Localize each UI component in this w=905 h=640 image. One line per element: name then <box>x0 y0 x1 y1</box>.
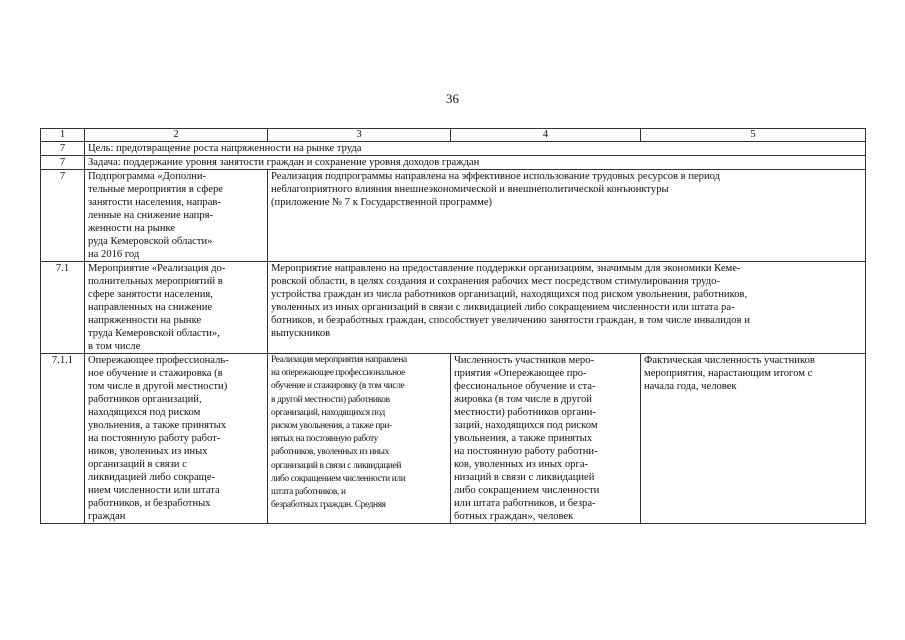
task-row <box>41 156 866 170</box>
page-number: 36 <box>446 91 459 106</box>
submeasure-indicator: Численность участников меро- приятия «Опережающее про- фессиональное обучение и ста- жировка (в том числе в другой местности) работников органи- заций, находящихся под риском увольнения, а также принятых на постоянную работу работни- ков, уволенных из иных орга- низаций в связи с ликвидацией либо сокращением численности или штата работников, и безра- ботных граждан», человек <box>451 354 641 524</box>
subprogram-number: 7 <box>41 170 85 262</box>
header-cell-3: 3 <box>268 129 451 142</box>
subprogram-row <box>41 170 866 262</box>
program-table <box>40 128 866 524</box>
submeasure-name: Опережающее профессиональ- ное обучение и стажировка (в том числе в другой местности) работников организаций, находящихся под риском увольнения, а также принятых на постоянную работу работ- ников, уволенных из иных организаций в связи с ликвидацией либо сокраще- нием численности или штата работников, и безработных граждан <box>85 354 268 524</box>
measure-name: Мероприятие «Реализация до- полнительных мероприятий в сфере занятости населения, направленных на снижение напряженности на рынке труда Кемеровской области», в том числе <box>85 262 268 354</box>
submeasure-row <box>41 354 866 524</box>
goal-row <box>41 142 866 156</box>
task-text: Задача: поддержание уровня занятости граждан и сохранение уровня доходов граждан <box>85 156 866 170</box>
subprogram-description: Реализация подпрограммы направлена на эффективное использование трудовых ресурсов в период неблагоприятного влияния внешнеэкономической и внешнеполитической конъюнктуры (приложение № 7 к Государственной программе) <box>268 170 866 262</box>
submeasure-method: Фактическая численность участников мероприятия, нарастающим итогом с начала года, человек <box>641 354 866 524</box>
task-number: 7 <box>41 156 85 170</box>
subprogram-name: Подпрограмма «Дополни- тельные мероприятия в сфере занятости населения, направ- ленные на снижение напря- женности на рынке руда Кемеровской области» на 2016 год <box>85 170 268 262</box>
submeasure-implementation: Реализация мероприятия направлена на опережающее профессиональное обучение и стажировку (в том числе в другой местности) работников организаций, находящихся под риском увольнения, а также при- нятых на постоянную работу работников, уволенных из иных организаций в связи с ликвидацией либо сокращением численности или штата работников, и безработных граждан. Средняя <box>268 354 451 524</box>
header-cell-1: 1 <box>41 129 85 142</box>
header-cell-2: 2 <box>85 129 268 142</box>
header-cell-4: 4 <box>451 129 641 142</box>
measure-description: Мероприятие направлено на предоставление поддержки организациям, значимым для экономики Кеме- ровской области, в целях создания и сохранения рабочих мест посредством стимулирования трудо- устройства граждан из числа работников организаций, находящихся под риском увольнения, работников, уволенных из иных организаций в связи с ликвидацией либо сокращением численности или штата ра- ботников, и безработных граждан, способствует увеличению занятости граждан, в том числе инвалидов и выпускников <box>268 262 866 354</box>
submeasure-number: 7.1.1 <box>41 354 85 524</box>
header-row <box>41 129 866 142</box>
header-cell-5: 5 <box>641 129 866 142</box>
measure-row <box>41 262 866 354</box>
goal-number: 7 <box>41 142 85 156</box>
goal-text: Цель: предотвращение роста напряженности на рынке труда <box>85 142 866 156</box>
measure-number: 7.1 <box>41 262 85 354</box>
